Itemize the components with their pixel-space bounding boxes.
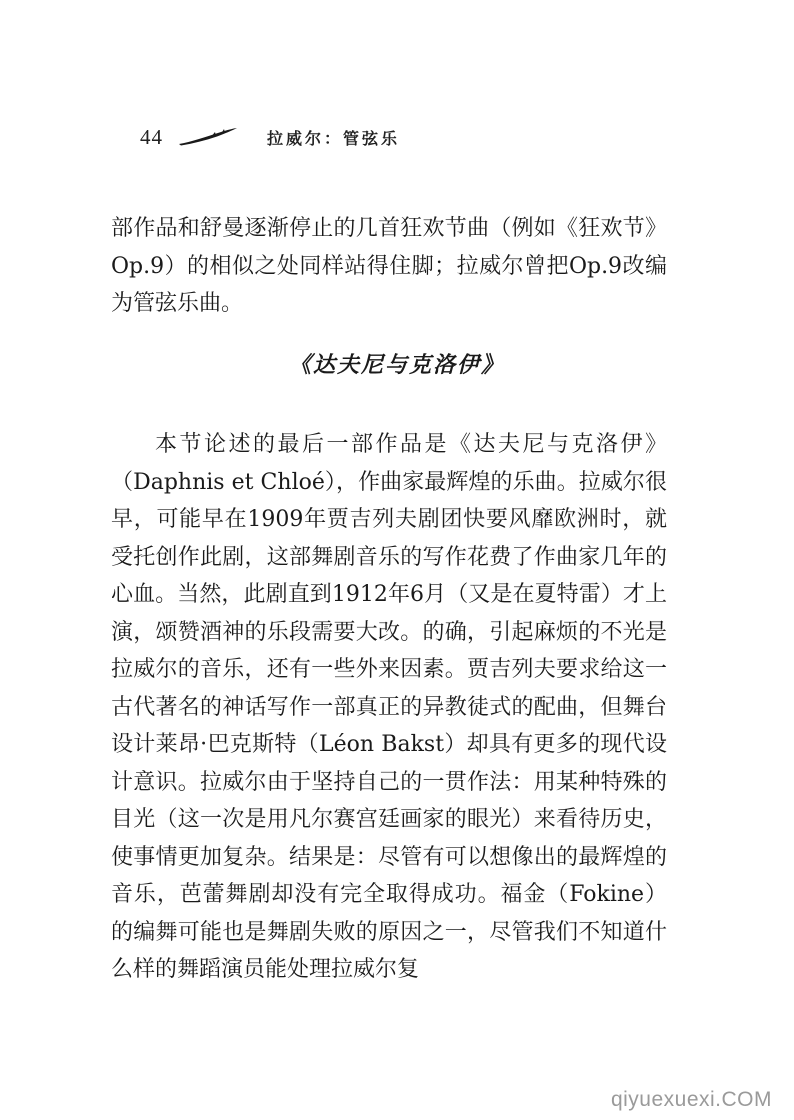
section-title: 《达夫尼与克洛伊》 — [288, 353, 505, 378]
running-title: 拉威尔：管弦乐 — [267, 128, 401, 148]
site-watermark: qiyuexuexi.COM — [610, 1088, 772, 1111]
continued-paragraph: 部作品和舒曼逐渐停止的几首狂欢节曲（例如《狂欢节》Op.9）的相似之处同样站得住脚；拉威尔曾把Op.9改编为管弦乐曲。 — [111, 216, 667, 316]
body-paragraph: 本节论述的最后一部作品是《达夫尼与克洛伊》（Daphnis et Chloé），作曲家最辉煌的乐曲。拉威尔很早，可能早在1909年贾吉列夫剧团快要风靡欧洲时，就受托创作此剧，这部舞剧音乐的写作花费了作曲家几年的心血。当然，此剧直到1912年6月（又是在夏特雷）才上演，颂赞酒神的乐段需要大改。的确，引起麻烦的不光是拉威尔的音乐，还有一些外来因素。贾吉列夫要求给这一古代著名的神话写作一部真正的异教徒式的配曲，但舞台设计莱昂·巴克斯特（Léon Bakst）却具有更多的现代设计意识。拉威尔由于坚持自己的一贯作法：用某种特殊的目光（这一次是用凡尔赛宫廷画家的眼光）来看待历史，使事情更加复杂。结果是：尽管有可以想像出的最辉煌的音乐，芭蕾舞剧却没有完全取得成功。福金（Fokine）的编舞可能也是舞剧失败的原因之一，尽管我们不知道什么样的舞蹈演员能处理拉威尔复 — [111, 432, 667, 982]
page-number: 44 — [140, 124, 163, 149]
quill-ornament-icon — [177, 127, 239, 147]
page-header — [140, 122, 400, 152]
